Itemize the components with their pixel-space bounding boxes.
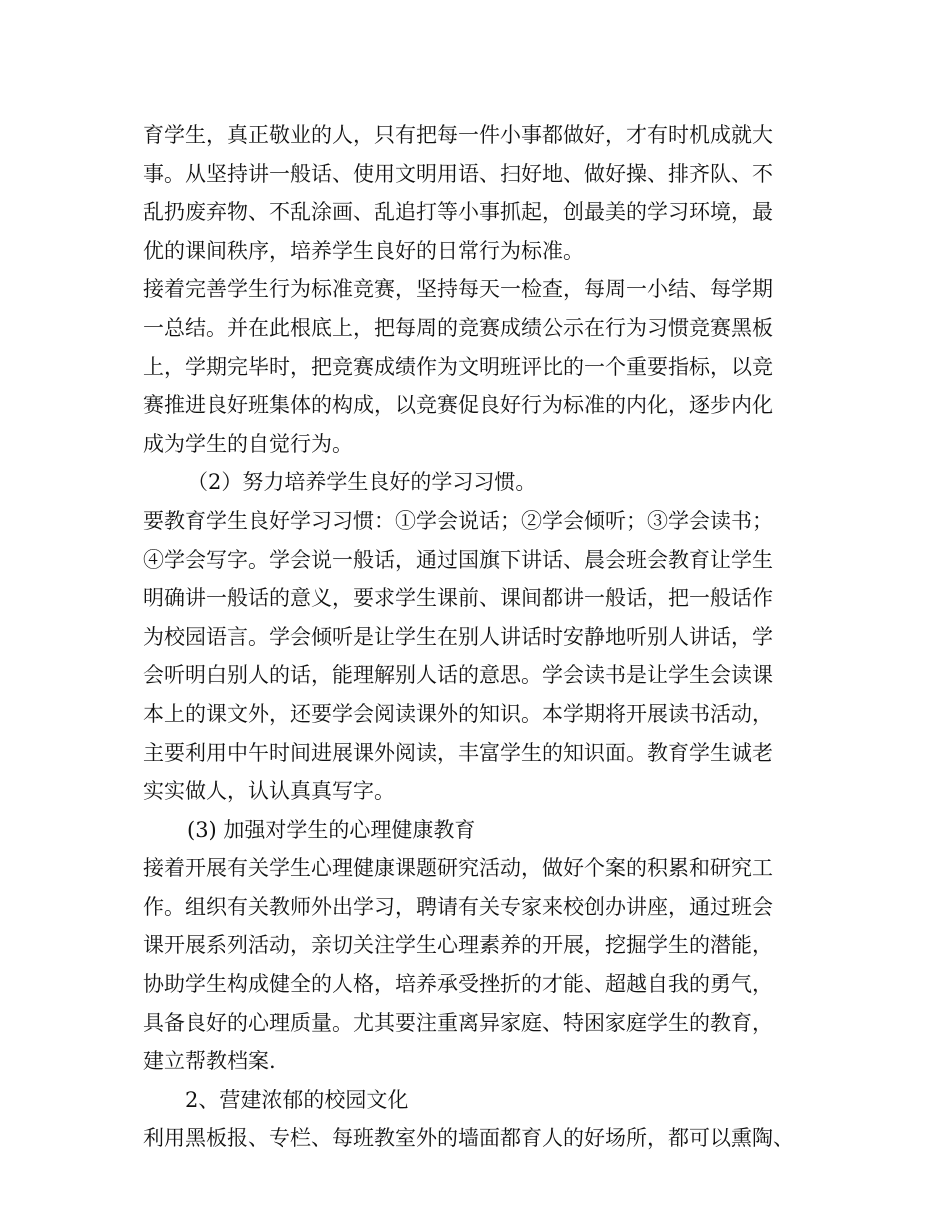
text-line: 会听明白别人的话，能理解别人话的意思。学会读书是让学生会读课: [143, 663, 773, 688]
document-body: [143, 116, 823, 1158]
text-line: 实实做人，认认真真写字。: [143, 779, 395, 804]
text-line: 本上的课文外，还要学会阅读课外的知识。本学期将开展读书活动，: [143, 701, 773, 726]
text-line: 赛推进良好班集体的构成，以竞赛促良好行为标准的内化，逐步内化: [143, 393, 773, 418]
text-line: 具备良好的心理质量。尤其要注重离异家庭、特困家庭学生的教育，: [143, 1010, 773, 1035]
text-line: 上，学期完毕时，把竞赛成绩作为文明班评比的一个重要指标，以竞: [143, 354, 773, 379]
text-line: 优的课间秩序，培养学生良好的日常行为标准。: [143, 238, 584, 263]
text-line: 建立帮教档案.: [143, 1049, 276, 1074]
text-line: 课开展系列活动，亲切关注学生心理素养的开展，挖掘学生的潜能，: [143, 933, 773, 958]
text-line: 为校园语言。学会倾听是让学生在别人讲话时安静地听别人讲话，学: [143, 624, 773, 649]
text-line: ④学会写字。学会说一般话，通过国旗下讲话、晨会班会教育让学生: [143, 547, 773, 572]
text-line: 一总结。并在此根底上，把每周的竞赛成绩公示在行为习惯竞赛黑板: [143, 315, 773, 340]
text-line: 接着开展有关学生心理健康课题研究活动，做好个案的积累和研究工: [143, 856, 773, 881]
text-line: 作。组织有关教师外出学习，聘请有关专家来校创办讲座，通过班会: [143, 894, 773, 919]
text-line: 乱扔废弃物、不乱涂画、乱追打等小事抓起，创最美的学习环境，最: [143, 200, 773, 225]
text-line: 利用黑板报、专栏、每班教室外的墙面都育人的好场所，都可以熏陶、: [143, 1126, 794, 1151]
section-heading: (3) 加强对学生的心理健康教育: [187, 817, 476, 842]
text-line: 育学生，真正敬业的人，只有把每一件小事都做好，才有时机成就大: [143, 123, 773, 147]
section-heading: （2）努力培养学生良好的学习习惯。: [187, 470, 537, 495]
text-line: 主要利用中午时间进展课外阅读，丰富学生的知识面。教育学生诚老: [143, 740, 773, 765]
text-line: 协助学生构成健全的人格，培养承受挫折的才能、超越自我的勇气，: [143, 972, 773, 997]
text-line: 事。从坚持讲一般话、使用文明用语、扫好地、做好操、排齐队、不: [143, 161, 773, 186]
text-line: 明确讲一般话的意义，要求学生课前、课间都讲一般话，把一般话作: [143, 586, 773, 611]
text-line: 要教育学生良好学习习惯：①学会说话；②学会倾听；③学会读书；: [143, 508, 773, 533]
text-line: 接着完善学生行为标准竞赛，坚持每天一检查，每周一小结、每学期: [143, 277, 773, 302]
section-heading: 2、营建浓郁的校园文化: [185, 1087, 409, 1112]
text-line: 成为学生的自觉行为。: [143, 431, 353, 456]
